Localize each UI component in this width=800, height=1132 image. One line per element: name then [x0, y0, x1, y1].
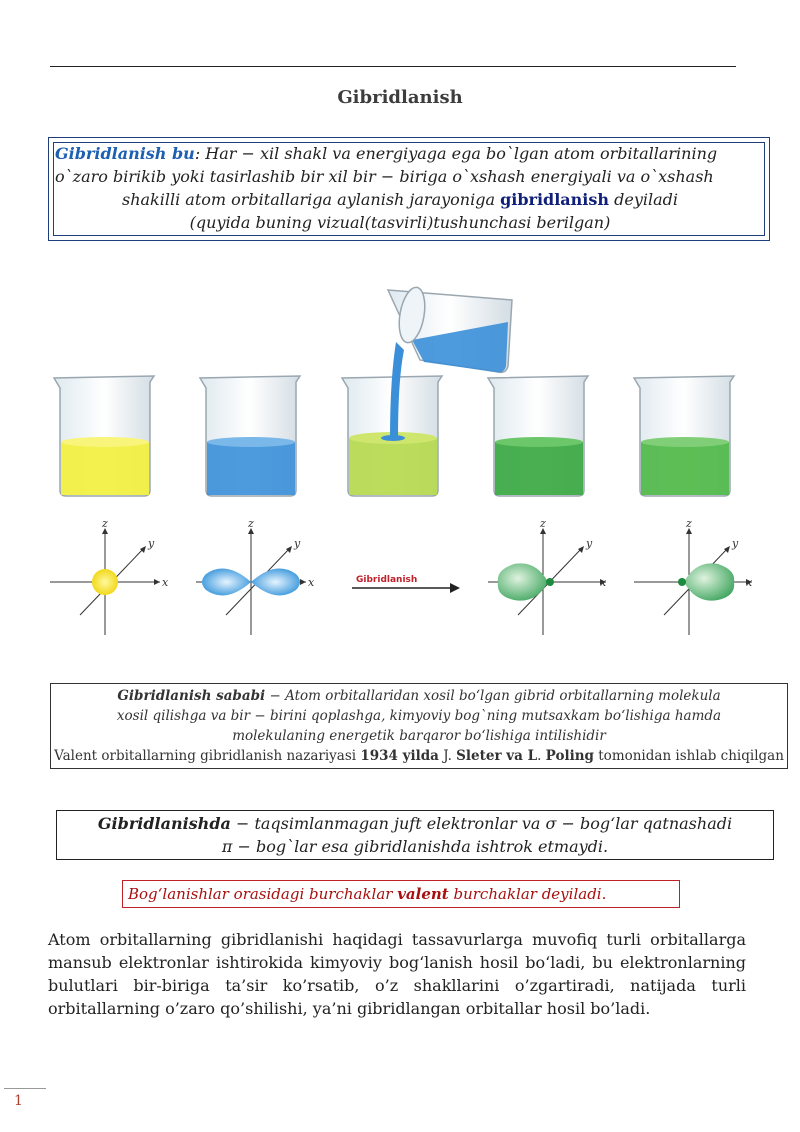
cause-line-4: Valent orbitallarning gibridlanish nazariyasi 1934 yilda J. Sleter va L. Poling tomonidan ishlab chiqilgan	[54, 748, 784, 764]
participation-line-2: π − bog`lar esa gibridlanishda ishtrok etmaydi.	[221, 837, 609, 856]
cause-line-2: xosil qilishga va bir − birini qoplashga, kimyoviy bog`ning mutsaxkam bo‘lishiga hamda	[116, 708, 722, 724]
definition-box	[48, 137, 770, 241]
svg-text:z: z	[686, 517, 692, 530]
arrow-label: Gibridlanish	[356, 575, 418, 585]
beaker-green-2	[634, 376, 734, 496]
hybridization-arrow	[352, 575, 460, 593]
definition-line-2: o`zaro birikib yoki tasirlashib bir xil bir − biriga o`xshash energiyali va o`xshash	[55, 167, 714, 186]
body-paragraph: Atom orbitallarning gibridlanishi haqidagi tassavurlarga muvofiq turli orbitallarga mansub elektronlar ishtirokida kimyoviy bog‘lanish hosil bo‘ladi, bu elektronlarning bulutlari bir-biriga ta’sir ko’rsatib, o’z shakllarini o’zgartiradi, natijada turli orbitallarning o’zaro qo’shilishi, ya’ni gibridlangan orbitallar hosil bo’ladi.	[48, 930, 746, 1018]
definition-line-3: shakilli atom orbitallariga aylanish jarayoniga gibridlanish deyiladi	[121, 190, 678, 209]
beaker-yellow	[54, 376, 154, 496]
svg-text:x: x	[308, 576, 315, 589]
svg-text:x: x	[600, 576, 607, 589]
svg-text:z: z	[540, 517, 546, 530]
axis-y-label: y	[148, 537, 155, 550]
svg-text:y: y	[294, 537, 301, 550]
page-title: Gibridlanish	[337, 87, 463, 108]
beaker-blue	[200, 376, 300, 496]
gibridlanish-keyword: gibridlanish	[500, 190, 610, 209]
svg-text:z: z	[248, 517, 254, 530]
svg-text:x: x	[746, 576, 753, 589]
cause-line-3: molekulaning energetik barqaror bo‘lishiga intilishidir	[232, 728, 606, 744]
participation-line-1: Gibridlanishda − taqsimlanmagan juft elektronlar va σ − bog‘lar qatnashadi	[97, 814, 733, 833]
valent-keyword: valent	[397, 885, 449, 903]
top-rule	[50, 66, 736, 67]
definition-line-4: (quyida buning vizual(tasvirli)tushunchasi berilgan)	[189, 213, 611, 232]
svg-text:y: y	[732, 537, 739, 550]
definition-term: Gibridlanish bu	[55, 144, 195, 163]
participation-term: Gibridlanishda	[97, 814, 231, 833]
page-number: 1	[14, 1093, 23, 1109]
definition-line-1: Gibridlanish bu: Har − xil shakl va energiyaga ega bo`lgan atom orbitallarining	[55, 144, 718, 163]
footer-rule	[4, 1088, 46, 1089]
axis-z-label: z	[102, 517, 108, 530]
participation-box	[56, 810, 774, 860]
cause-term: Gibridlanish sababi	[117, 688, 266, 704]
cause-line-1: Gibridlanish sababi − Atom orbitallaridan xosil bo‘lgan gibrid orbitallarning molekula	[117, 688, 721, 704]
cause-box	[50, 683, 788, 769]
valent-box: Bog‘lanishlar orasidagi burchaklar valent burchaklar deyiladi.	[122, 880, 680, 908]
axis-x-label: x	[162, 576, 169, 589]
orbital-s	[50, 528, 160, 635]
hybridization-figure	[40, 270, 760, 650]
beaker-green-1	[488, 376, 588, 496]
orbital-p	[196, 528, 306, 635]
svg-text:y: y	[586, 537, 593, 550]
